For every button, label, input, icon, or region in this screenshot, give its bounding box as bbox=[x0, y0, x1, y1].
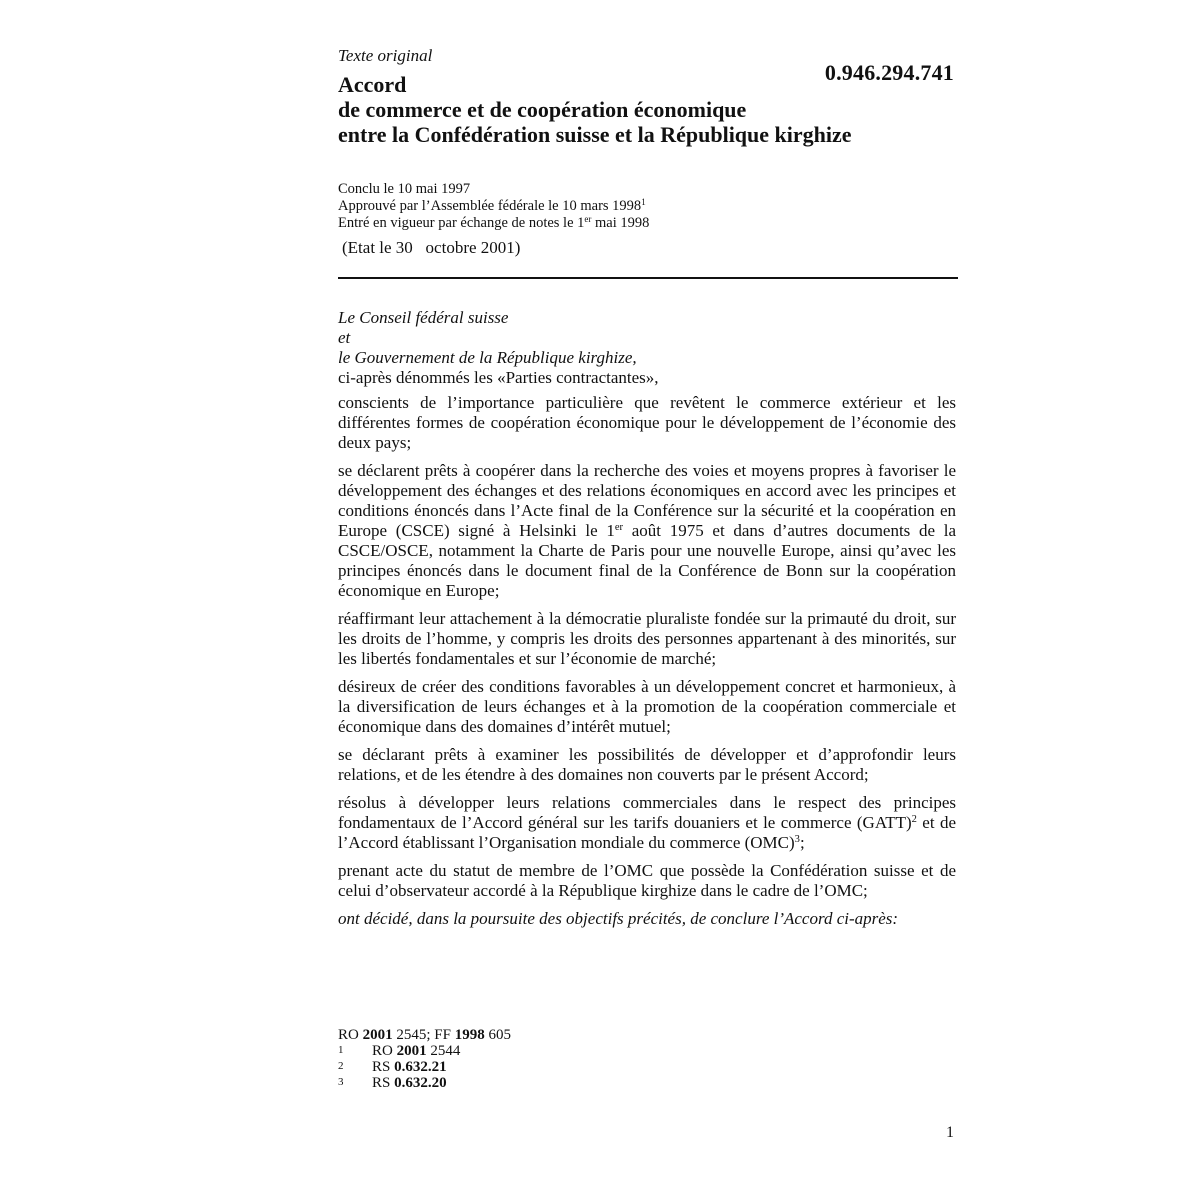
preamble-paragraph: se déclarant prêts à examiner les possibilités de développer et d’approfondir leurs relations, et de les étendre à des domaines non couverts par le présent Accord; bbox=[338, 745, 956, 784]
preamble-paragraph: se déclarent prêts à coopérer dans la recherche des voies et moyens propres à favoriser le développement des échanges et des relations économiques en accord avec les principes et conditions énoncés dans l’Acte final de la Conférence sur la sécurité et la coopération en Europe (CSCE) signé à Helsinki le 1er août 1975 et dans d’autres documents de la CSCE/OSCE, notamment la Charte de Paris pour une nouvelle Europe, ainsi qu’avec les principes énoncés dans le document final de la Conférence de Bonn sur la coopération économique en Europe; bbox=[338, 461, 956, 600]
title-line: de commerce et de coopération économique bbox=[338, 97, 747, 122]
source-reference: RO 2001 2545; FF 1998 605 bbox=[338, 1027, 511, 1043]
footnote-number: 1 bbox=[338, 1044, 344, 1056]
footnote-ref[interactable]: 2 bbox=[911, 814, 917, 826]
footnote-ref[interactable]: 1 bbox=[641, 197, 646, 208]
footnote-item: 1 RO 2001 2544 bbox=[338, 1043, 461, 1059]
entry-into-force: Entré en vigueur par échange de notes le 1er mai 1998 bbox=[338, 214, 650, 231]
footnote-number: 2 bbox=[338, 1060, 344, 1072]
approval-date: Approuvé par l’Assemblée fédérale le 10 mars 1998$^1$ bbox=[338, 197, 646, 214]
document-metadata bbox=[338, 181, 649, 232]
conjunction: et bbox=[338, 328, 351, 347]
original-text-label: Texte original bbox=[338, 46, 433, 65]
footnote-item: 2 RS 0.632.21 bbox=[338, 1059, 447, 1075]
preamble-paragraph: résolus à développer leurs relations commerciales dans le respect des principes fondamentaux de l’Accord général sur les tarifs douaniers et le commerce (GATT)$^2$ et de l’Accord établissant l’Organisation mondiale du commerce (OMC)$^3$; bbox=[338, 793, 956, 852]
closing-clause: ont décidé, dans la poursuite des objectifs précités, de conclure l’Accord ci-après: bbox=[338, 909, 899, 928]
document-title bbox=[338, 72, 958, 147]
footnote-number: 3 bbox=[338, 1076, 344, 1088]
preamble-paragraph: conscients de l’importance particulière que revêtent le commerce extérieur et les différentes formes de coopération économique pour le développement de l’économie des deux pays; bbox=[338, 393, 956, 452]
party-kyrgyz: le Gouvernement de la République kirghize, bbox=[338, 348, 637, 367]
system-number: 0.946.294.741 bbox=[824, 60, 954, 85]
footnote-item: 3 RS 0.632.20 bbox=[338, 1075, 447, 1091]
footnotes bbox=[338, 1027, 511, 1091]
preamble-paragraph: réaffirmant leur attachement à la démocratie pluraliste fondée sur la primauté du droit, sur les droits de l’homme, y compris les droits des personnes appartenant à des minorités, sur les libertés fondamentales et sur l’économie de marché; bbox=[338, 609, 956, 668]
state-date: (Etat le 30 octobre 2001) bbox=[342, 238, 521, 257]
title-line: Accord bbox=[338, 72, 407, 97]
hereinafter-clause: ci-après dénommés les «Parties contractantes», bbox=[338, 368, 659, 387]
preamble bbox=[338, 308, 956, 937]
party-swiss: Le Conseil fédéral suisse bbox=[338, 308, 509, 327]
header-divider bbox=[338, 277, 958, 279]
title-line: entre la Confédération suisse et la République kirghize bbox=[338, 122, 852, 147]
page-number: 1 bbox=[946, 1124, 954, 1141]
footnote-ref[interactable]: 3 bbox=[794, 834, 800, 846]
preamble-paragraph: prenant acte du statut de membre de l’OMC que possède la Confédération suisse et de celui d’observateur accordé à la République kirghize dans le cadre de l’OMC; bbox=[338, 861, 956, 900]
preamble-paragraph: désireux de créer des conditions favorables à un développement concret et harmonieux, à la diversification de leurs échanges et à la promotion de la coopération commerciale et économique dans des domaines d’intérêt mutuel; bbox=[338, 677, 956, 736]
concluded-date: Conclu le 10 mai 1997 bbox=[338, 181, 471, 197]
